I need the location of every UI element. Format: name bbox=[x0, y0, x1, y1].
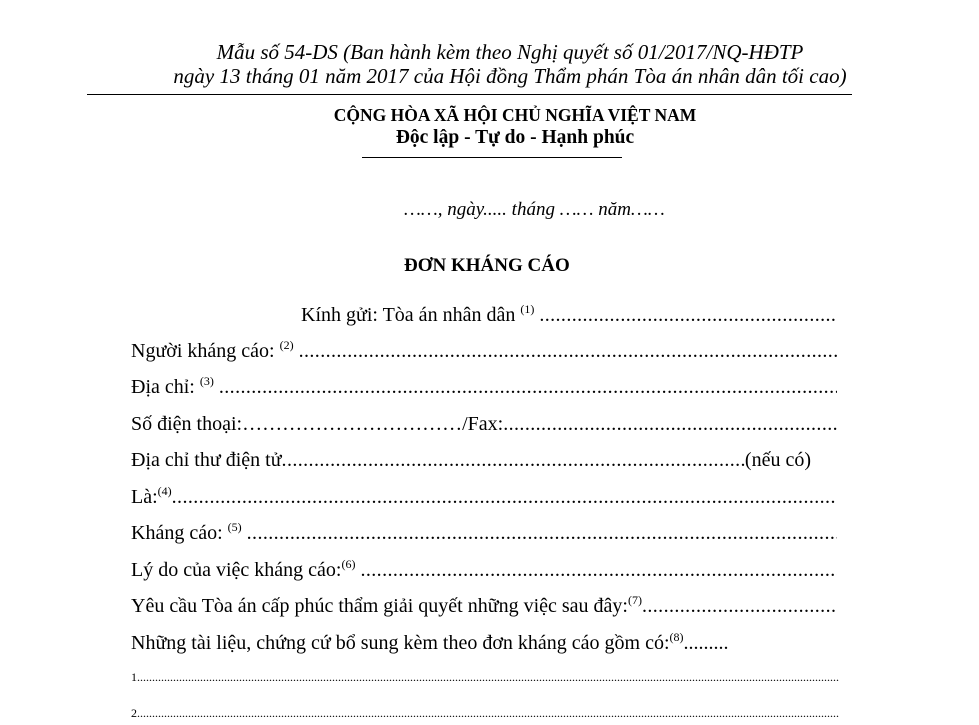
address-blank[interactable] bbox=[219, 376, 837, 399]
form-reference-line-1: Mẫu số 54-DS (Ban hành kèm theo Nghị quyết số 01/2017/NQ-HĐTP bbox=[216, 40, 804, 64]
appeal-field[interactable] bbox=[131, 522, 837, 548]
recipient-blank[interactable] bbox=[539, 304, 837, 327]
header-divider bbox=[87, 94, 852, 95]
attachment-blank[interactable] bbox=[140, 706, 839, 721]
request-label: Yêu cầu Tòa án cấp phúc thẩm giải quyết những việc sau đây:$^{(7)}$ bbox=[131, 595, 642, 617]
appeal-label: Kháng cáo: $^{(5)}$ bbox=[131, 522, 242, 544]
email-optional-note: (nếu có) bbox=[744, 449, 811, 471]
email-blank[interactable] bbox=[282, 449, 745, 472]
attachment-item-1[interactable] bbox=[131, 670, 839, 686]
address-field[interactable] bbox=[131, 376, 837, 402]
footnote-ref: (1) bbox=[520, 304, 535, 316]
attachment-item-2[interactable] bbox=[131, 706, 839, 722]
footnote-ref: (5) bbox=[227, 522, 242, 534]
email-field[interactable] bbox=[131, 449, 811, 475]
role-label: Là:$^{(4)}$ bbox=[131, 486, 172, 508]
motto-underline bbox=[362, 157, 622, 158]
email-label: Địa chỉ thư điện tử bbox=[131, 449, 282, 471]
date-line: ……, ngày..... tháng …… năm…… bbox=[404, 199, 665, 220]
appellant-blank[interactable] bbox=[299, 340, 837, 363]
phone-label: Số điện thoại: bbox=[131, 413, 243, 435]
footnote-ref: (4) bbox=[157, 486, 172, 498]
footnote-ref: (3) bbox=[199, 376, 214, 388]
appellant-field[interactable] bbox=[131, 340, 837, 366]
role-blank[interactable] bbox=[172, 486, 837, 509]
documents-blank[interactable]: ......... bbox=[683, 632, 729, 654]
documents-label: Những tài liệu, chứng cứ bổ sung kèm theo đơn kháng cáo gồm có:$^{(8)}$ bbox=[131, 632, 684, 654]
phone-fax-field[interactable] bbox=[131, 413, 837, 439]
reason-blank[interactable] bbox=[360, 559, 837, 582]
recipient-label: Kính gửi: Tòa án nhân dân $^{(1)}$ bbox=[301, 304, 535, 326]
footnote-ref: (7) bbox=[627, 595, 642, 607]
attachment-blank[interactable] bbox=[140, 670, 839, 685]
fax-blank[interactable] bbox=[503, 413, 837, 436]
reason-field[interactable] bbox=[131, 559, 837, 585]
appellant-label: Người kháng cáo: $^{(2)}$ bbox=[131, 340, 294, 362]
attachment-number: 1. bbox=[131, 670, 140, 684]
reason-label: Lý do của việc kháng cáo:$^{(6)}$ bbox=[131, 559, 356, 581]
address-label: Địa chỉ: $^{(3)}$ bbox=[131, 376, 214, 398]
documents-field[interactable] bbox=[131, 632, 837, 658]
recipient-field[interactable] bbox=[301, 304, 837, 330]
footnote-ref: (8) bbox=[669, 632, 684, 644]
phone-blank[interactable]: …………………………… bbox=[242, 413, 463, 435]
role-field[interactable] bbox=[131, 486, 837, 512]
form-reference-line-2: ngày 13 tháng 01 năm 2017 của Hội đồng Thẩm phán Tòa án nhân dân tối cao) bbox=[173, 64, 847, 88]
appeal-blank[interactable] bbox=[247, 522, 837, 545]
footnote-ref: (6) bbox=[341, 559, 356, 571]
footnote-ref: (2) bbox=[279, 340, 294, 352]
attachment-number: 2. bbox=[131, 706, 140, 720]
national-title: CỘNG HÒA XÃ HỘI CHỦ NGHĨA VIỆT NAM bbox=[333, 105, 697, 125]
request-field[interactable] bbox=[131, 595, 837, 621]
request-blank[interactable] bbox=[642, 595, 837, 618]
document-title: ĐƠN KHÁNG CÁO bbox=[404, 255, 570, 276]
fax-label: /Fax: bbox=[462, 413, 504, 435]
national-motto: Độc lập - Tự do - Hạnh phúc bbox=[395, 127, 635, 148]
